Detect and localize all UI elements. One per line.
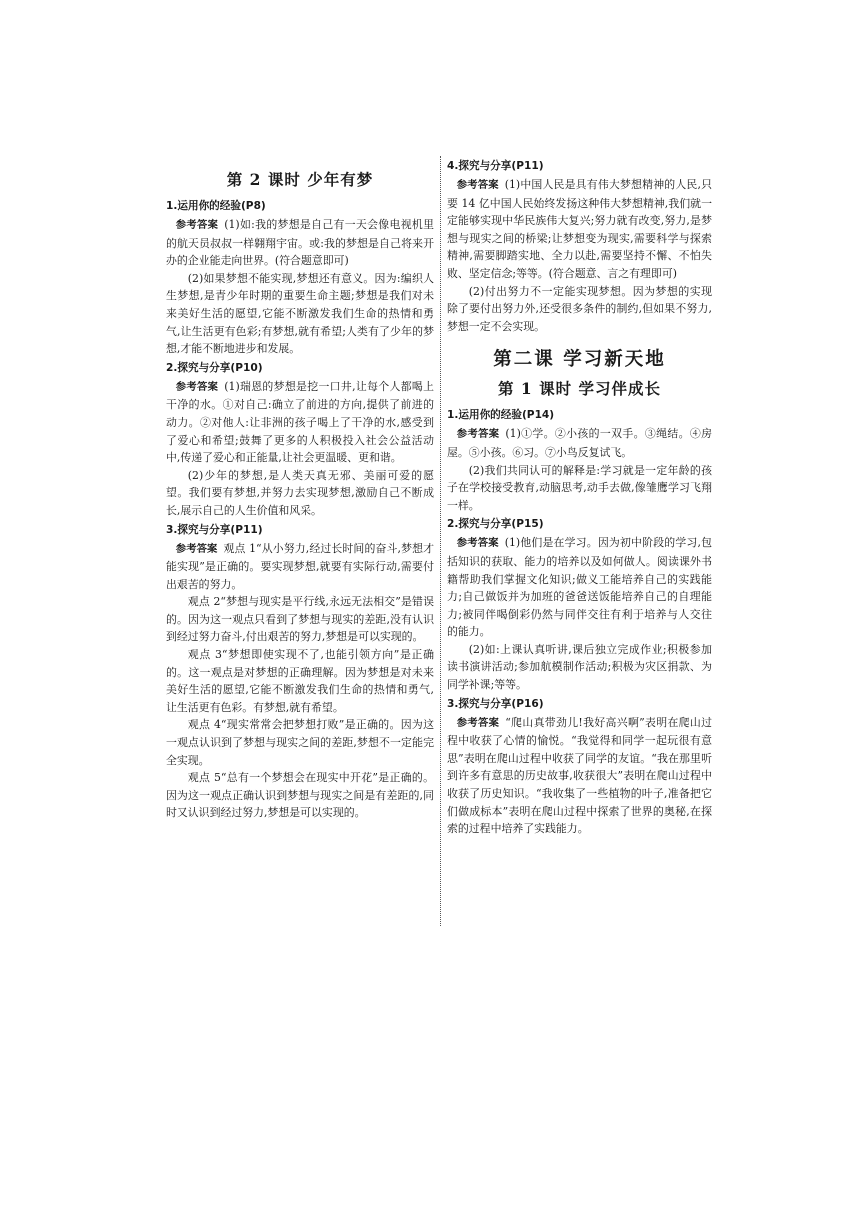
section-heading: 1.运用你的经验(P8) — [166, 200, 266, 212]
section-heading: 4.探究与分享(P11) — [447, 160, 544, 172]
question-section — [166, 360, 434, 520]
answer-paragraph — [447, 425, 712, 461]
lesson-title: 第 2 课时 少年有梦 — [226, 170, 374, 189]
question-section — [166, 522, 434, 823]
answer-paragraph: (2)付出努力不一定能实现梦想。因为梦想的实现除了要付出努力外,还受很多条件的制约,但如果不努力,梦想一定不会实现。 — [447, 284, 712, 333]
answer-paragraph: 观点 3“梦想即使实现不了,也能引领方向”是正确的。这一观点是对梦想的正确理解。因为梦想是对未来美好生活的愿望,它能不断激发我们生命的热情和勇气,让生活更有色彩。有梦想,就有希望。 — [166, 648, 434, 714]
question-section — [166, 198, 434, 358]
answer-paragraph: (2)如果梦想不能实现,梦想还有意义。因为:编织人生梦想,是青少年时期的重要生命主题;梦想是我们对未来美好生活的愿望,它能不断激发我们生命的热情和勇气,让生活更有色彩;有梦想,就有希望;人类有了少年的梦想,才能不断地进步和发展。 — [166, 271, 434, 356]
column-divider — [440, 156, 441, 926]
answer-paragraph — [447, 534, 712, 641]
answer-text: (1)他们是在学习。因为初中阶段的学习,包括知识的获取、能力的培养以及如何做人。阅读课外书籍帮助我们掌握文化知识;做义工能培养自己的实践能力;自己做饭并为加班的爸爸送饭能培养自己的自理能力;被同伴喝倒彩仍然与同伴交往有利于培养与人交往的能力。 — [447, 536, 713, 639]
answer-label: 参考答案 — [456, 428, 500, 441]
answer-paragraph: 观点 5“总有一个梦想会在现实中开花”是正确的。因为这一观点正确认识到梦想与现实之间是有差距的,同时又认识到经过努力,梦想是可以实现的。 — [166, 771, 434, 820]
answer-paragraph — [166, 540, 434, 594]
answer-paragraph: (2)我们共同认可的解释是:学习就是一定年龄的孩子在学校接受教育,动脑思考,动手去做,像雏鹰学习飞翔一样。 — [447, 463, 712, 512]
answer-paragraph — [166, 216, 434, 270]
answer-paragraph: (2)少年的梦想,是人类天真无邪、美丽可爱的愿望。我们要有梦想,并努力去实现梦想,激励自己不断成长,展示自己的人生价值和风采。 — [166, 468, 434, 517]
answer-paragraph: 观点 4“现实常常会把梦想打败”是正确的。因为这一观点认识到了梦想与现实之间的差距,梦想不一定能完全实现。 — [166, 718, 434, 767]
right-sections — [447, 407, 712, 837]
answer-text: (1)①学。②小孩的一双手。③绳结。④房屋。⑤小孩。⑥习。⑦小鸟反复试飞。 — [447, 427, 712, 459]
answer-text: 观点 1“从小努力,经过长时间的奋斗,梦想才能实现”是正确的。要实现梦想,就要有实际行动,需要付出艰苦的努力。 — [166, 541, 434, 591]
left-column — [166, 162, 434, 822]
answer-label: 参考答案 — [175, 542, 218, 555]
answer-text: “爬山真带劲儿!我好高兴啊”表明在爬山过程中收获了心情的愉悦。“我觉得和同学一起玩很有意思”表明在爬山过程中收获了同学的友谊。“我在那里听到许多有意思的历史故事,收获很大”表明在爬山过程中收获了历史知识。“我收集了一些植物的叶子,准备把它们做成标本”表明在爬山过程中探索了世界的奥秘,在探索的过程中培养了实践能力。 — [447, 715, 712, 836]
answer-label: 参考答案 — [456, 179, 499, 191]
answer-text: (1)中国人民是具有伟大梦想精神的人民,只要 14 亿中国人民始终发扬这种伟大梦想精神,我们就一定能够实现中华民族伟大复兴;努力就有改变,努力,是梦想与现实之间的桥梁;让梦想变为现实,需要科学与探索精神,需要脚踏实地、全力以赴,需要坚持不懈、不怕失败、坚定信念;等等。(符合题意、言之有理即可) — [447, 178, 713, 280]
section-heading: 3.探究与分享(P11) — [166, 523, 263, 536]
right-column — [447, 156, 712, 838]
question-section — [447, 516, 712, 693]
answer-label: 参考答案 — [456, 537, 499, 550]
lesson-title: 第 1 课时 学习伴成长 — [498, 379, 661, 399]
answer-label: 参考答案 — [175, 380, 219, 393]
section-heading: 2.探究与分享(P15) — [447, 518, 544, 531]
section-heading: 1.运用你的经验(P14) — [447, 409, 555, 422]
question-section — [447, 407, 712, 514]
answer-label: 参考答案 — [175, 219, 219, 231]
answer-text: (1)如:我的梦想是自己有一天会像电视机里的航天员叔叔一样翱翔宇宙。或:我的梦想是自己将来开办的企业能走向世界。(符合题意即可) — [166, 218, 434, 268]
section-heading: 3.探究与分享(P16) — [447, 697, 544, 710]
unit-title: 第二课 学习新天地 — [493, 349, 666, 371]
answer-label: 参考答案 — [456, 716, 500, 729]
answer-paragraph: 观点 2“梦想与现实是平行线,永远无法相交”是错误的。因为这一观点只看到了梦想与现实的差距,没有认识到经过努力奋斗,付出艰苦的努力,梦想是可以实现的。 — [166, 595, 434, 644]
question-section — [447, 158, 712, 335]
section-heading: 2.探究与分享(P10) — [166, 361, 263, 374]
question-section — [447, 696, 712, 838]
answer-paragraph — [447, 714, 712, 838]
answer-text: (1)瑞恩的梦想是挖一口井,让每个人都喝上干净的水。①对自己:确立了前进的方向,提供了前进的动力。②对他人:让非洲的孩子喝上了干净的水,感受到了爱心和希望;鼓舞了更多的人积极投入社会公益活动中,传递了爱心和正能量,让社会更温暖、更和谐。 — [166, 379, 435, 465]
answer-paragraph: (2)如:上课认真听讲,课后独立完成作业;积极参加读书演讲活动;参加航模制作活动;积极为灾区捐款、为同学补课;等等。 — [447, 642, 712, 692]
right-top-sections — [447, 158, 712, 335]
answer-paragraph — [166, 378, 434, 467]
answer-paragraph — [447, 176, 712, 283]
left-sections — [166, 198, 434, 822]
